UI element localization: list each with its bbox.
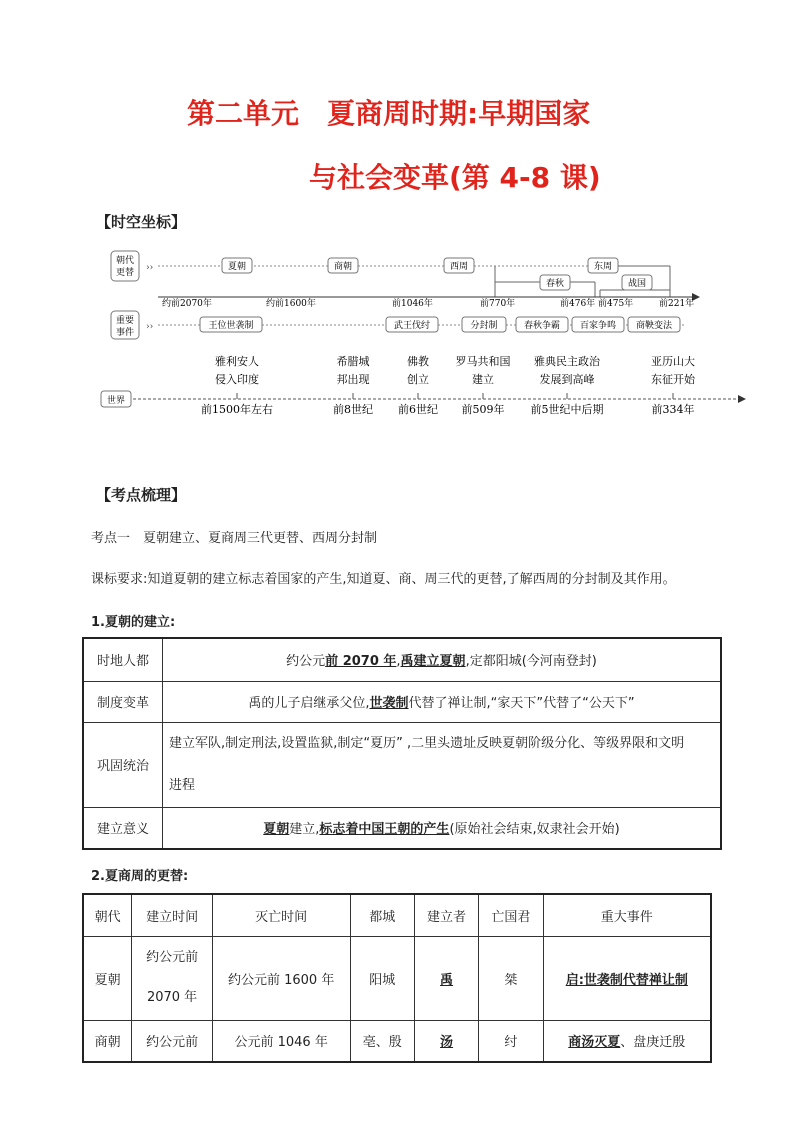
cell-last-ruler: 桀 <box>479 936 543 1020</box>
table1-label: 时地人都 <box>83 638 163 681</box>
world-event-text: 前8世纪 <box>333 403 373 416</box>
cell-dynasty: 夏朝 <box>83 936 132 1020</box>
cell-capital: 阳城 <box>350 936 414 1020</box>
world-event-text: 发展到高峰 <box>539 373 595 386</box>
timeline-date: 约前2070年 <box>162 299 212 309</box>
timeline-date: 前475年 <box>598 299 634 309</box>
row-label-event-2: 事件 <box>115 328 135 338</box>
dynasty-label: 夏朝 <box>227 262 247 272</box>
world-event-text: 亚历山大 <box>651 355 695 368</box>
table1-label: 制度变革 <box>83 681 163 722</box>
world-event-text: 雅典民主政治 <box>534 355 600 368</box>
section-points: 【考点梳理】 <box>96 486 187 504</box>
table1-label: 巩固统治 <box>83 722 163 807</box>
row-label-dynasty-1: 朝代 <box>115 256 135 266</box>
cell-established: 约公元前 2070 年 <box>132 936 212 1020</box>
cell-founder: 汤 <box>414 1020 478 1062</box>
table2-header: 建立时间 <box>132 894 212 936</box>
table2-header: 建立者 <box>414 894 478 936</box>
table-xia-founding <box>82 637 722 850</box>
curriculum-requirement: 课标要求:知道夏朝的建立标志着国家的产生,知道夏、商、周三代的更替,了解西周的分封制及其作用。 <box>91 572 676 587</box>
event-label: 分封制 <box>470 321 498 331</box>
world-event-text: 希腊城 <box>336 355 370 368</box>
subheading-1: 1.夏朝的建立: <box>91 615 176 630</box>
timeline-date: 约前1600年 <box>266 299 316 309</box>
table1-r2-content: 禹的儿子启继承父位,世袭制代替了禅让制,“家天下”代替了“公天下” <box>163 681 722 722</box>
section-timeline: 【时空坐标】 <box>96 213 187 231</box>
event-label: 武王伐纣 <box>393 321 431 331</box>
cell-event: 商汤灭夏、盘庚迁殷 <box>543 1020 711 1062</box>
world-event-text: 前334年 <box>651 403 695 416</box>
world-event-text: 侵入印度 <box>215 373 259 386</box>
cell-ended: 约公元前 1600 年 <box>212 936 350 1020</box>
svg-text:››: ›› <box>146 263 154 273</box>
timeline-date: 前221年 <box>659 299 695 309</box>
cell-founder: 禹 <box>414 936 478 1020</box>
world-event-text: 前1500年左右 <box>201 403 273 416</box>
world-event-text: 佛教 <box>407 355 429 368</box>
table2-header: 重大事件 <box>543 894 711 936</box>
world-event-text: 前5世纪中后期 <box>530 403 604 416</box>
event-label: 春秋争霸 <box>523 321 561 331</box>
subheading-2: 2.夏商周的更替: <box>91 869 189 884</box>
table1-r1-content: 约公元前 2070 年,禹建立夏朝,定都阳城(今河南登封) <box>163 638 722 681</box>
dynasty-label: 西周 <box>449 262 469 272</box>
table1-r4-content: 夏朝建立,标志着中国王朝的产生(原始社会结束,奴隶社会开始) <box>163 807 722 849</box>
dynasty-label: 春秋 <box>545 279 565 289</box>
event-label: 商鞅变法 <box>635 321 673 331</box>
world-event-text: 罗马共和国 <box>455 355 511 368</box>
world-event-text: 东征开始 <box>651 373 695 386</box>
world-event-text: 前6世纪 <box>398 403 438 416</box>
world-event-text: 建立 <box>472 373 494 386</box>
world-event-text: 邦出现 <box>336 373 370 386</box>
table2-header: 都城 <box>350 894 414 936</box>
row-label-dynasty-2: 更替 <box>115 268 135 278</box>
dynasty-label: 东周 <box>593 262 613 272</box>
svg-text:››: ›› <box>146 322 154 332</box>
event-label: 王位世袭制 <box>208 321 254 331</box>
cell-established: 约公元前 <box>132 1020 212 1062</box>
event-label: 百家争鸣 <box>579 321 617 331</box>
kaodian-1: 考点一 夏朝建立、夏商周三代更替、西周分封制 <box>91 531 378 546</box>
table2-header: 朝代 <box>83 894 132 936</box>
dynasty-label: 战国 <box>627 279 647 289</box>
table2-header: 灭亡时间 <box>212 894 350 936</box>
timeline-date: 前770年 <box>480 299 516 309</box>
world-event-text: 创立 <box>407 373 429 386</box>
cell-capital: 亳、殷 <box>350 1020 414 1062</box>
row-label-world: 世界 <box>106 396 126 406</box>
dynasty-label: 商朝 <box>333 262 353 272</box>
world-event-text: 雅利安人 <box>215 355 259 368</box>
world-event-text: 前509年 <box>461 403 505 416</box>
table1-label: 建立意义 <box>83 807 163 849</box>
timeline-diagram <box>100 245 760 425</box>
cell-ended: 公元前 1046 年 <box>212 1020 350 1062</box>
cell-dynasty: 商朝 <box>83 1020 132 1062</box>
cell-event: 启:世袭制代替禅让制 <box>543 936 711 1020</box>
timeline-date: 前1046年 <box>392 299 433 309</box>
table1-r3-content: 建立军队,制定刑法,设置监狱,制定“夏历” ,二里头遗址反映夏朝阶级分化、等级界限和文明 进程 <box>163 722 722 807</box>
table-dynasty-succession <box>82 893 712 1063</box>
row-label-event-1: 重要 <box>115 316 135 326</box>
timeline-date: 前476年 <box>560 299 596 309</box>
cell-last-ruler: 纣 <box>479 1020 543 1062</box>
table2-header: 亡国君 <box>479 894 543 936</box>
